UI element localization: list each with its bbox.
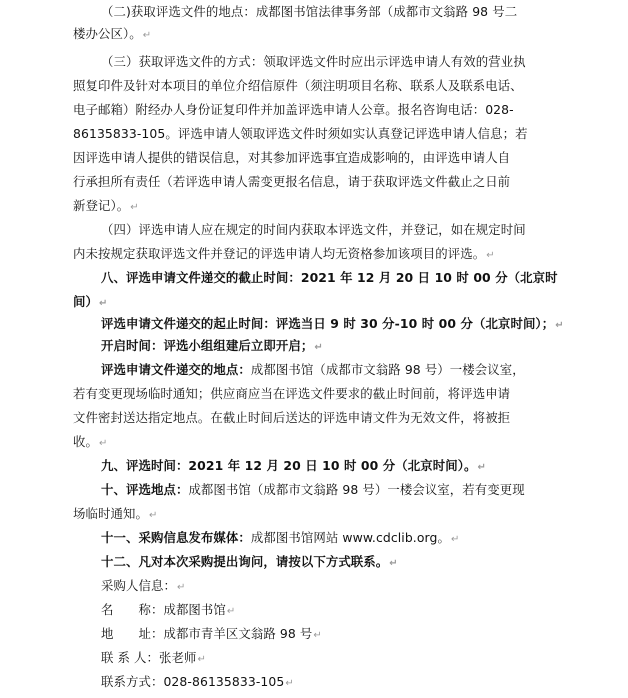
paragraph-mark-icon: ↵ xyxy=(98,438,108,449)
paragraph-mark-icon: ↵ xyxy=(176,582,186,593)
paragraph-mark-icon: ↵ xyxy=(197,654,207,665)
para-four-line-2: 内未按规定获取评选文件并登记的评选申请人均无资格参加该项目的评选。↵ xyxy=(73,246,495,261)
paragraph-mark-icon: ↵ xyxy=(285,678,294,689)
section-10-line-1: 十、评选地点：成都图书馆（成都市文翁路 98 号）一楼会议室，若有变更现 xyxy=(101,482,525,497)
section-8-line-1: 八、评选申请文件递交的截止时间：2021 年 12 月 20 日 10 时 00 分（北京时 xyxy=(101,270,558,285)
contact-person-row: 联 系 人：张老师↵ xyxy=(101,650,207,665)
paragraph-mark-icon: ↵ xyxy=(130,202,139,213)
opening-time-line: 开启时间：评选小组组建后立即开启；↵ xyxy=(101,338,323,353)
paragraph-mark-icon: ↵ xyxy=(450,534,460,545)
paragraph-mark-icon: ↵ xyxy=(555,320,564,331)
paragraph-mark-icon: ↵ xyxy=(313,630,322,641)
para-location-line-2: 楼办公区）。↵ xyxy=(73,26,152,41)
delivery-location-line-2: 若有变更现场临时通知；供应商应当在评选文件要求的截止时间前，将评选申请 xyxy=(73,386,511,401)
para-location-line-1: （二)获取评选文件的地点：成都图书馆法律事务部（成都市文翁路 98 号二 xyxy=(101,4,518,19)
purchaser-heading: 采购人信息：↵ xyxy=(101,578,186,593)
section-12: 十二、凡对本次采购提出询问，请按以下方式联系。↵ xyxy=(101,554,398,569)
paragraph-mark-icon: ↵ xyxy=(314,342,323,353)
paragraph-mark-icon: ↵ xyxy=(389,558,398,569)
contact-phone-row: 联系方式：028-86135833-105↵ xyxy=(101,674,294,689)
delivery-location-line-3: 文件密封送达指定地点。在截止时间后送达的评选申请文件为无效文件，将被拒 xyxy=(73,410,511,425)
para-method-line-6: 行承担所有责任（若评选申请人需变更报名信息，请于获取评选文件截止之日前 xyxy=(73,174,511,189)
para-method-line-2: 照复印件及针对本项目的单位介绍信原件（须注明项目名称、联系人及联系电话、 xyxy=(73,78,523,93)
contact-address-row: 地 址：成都市青羊区文翁路 98 号↵ xyxy=(101,626,322,641)
paragraph-mark-icon: ↵ xyxy=(477,462,486,473)
para-method-line-5: 因评选申请人提供的错误信息，对其参加评选事宜造成影响的，由评选申请人自 xyxy=(73,150,511,165)
section-11: 十一、采购信息发布媒体：成都图书馆网站 www.cdclib.org。↵ xyxy=(101,530,460,545)
contact-name-row: 名 称：成都图书馆↵ xyxy=(101,602,236,617)
start-time-line: 评选申请文件递交的起止时间：评选当日 9 时 30 分-10 时 00 分（北京时间）；↵ xyxy=(101,316,564,331)
delivery-location-line-1: 评选申请文件递交的地点：成都图书馆（成都市文翁路 98 号）一楼会议室， xyxy=(101,362,525,377)
para-four-line-1: （四）评选申请人应在规定的时间内获取本评选文件，并登记，如在规定时间 xyxy=(101,222,526,237)
para-method-line-1: （三）获取评选文件的方式：领取评选文件时应出示评选申请人有效的营业执 xyxy=(101,54,526,69)
para-method-line-4: 86135833-105。评选申请人领取评选文件时须如实认真登记评选申请人信息；若 xyxy=(73,126,528,141)
paragraph-mark-icon: ↵ xyxy=(486,250,495,261)
paragraph-mark-icon: ↵ xyxy=(142,30,152,41)
section-8-line-2: 间）↵ xyxy=(73,294,108,309)
section-10-line-2: 场临时通知。↵ xyxy=(73,506,158,521)
paragraph-mark-icon: ↵ xyxy=(226,606,236,617)
section-9: 九、评选时间：2021 年 12 月 20 日 10 时 00 分（北京时间）。↵ xyxy=(101,458,486,473)
paragraph-mark-icon: ↵ xyxy=(98,298,108,309)
para-method-line-7: 新登记）。↵ xyxy=(73,198,139,213)
paragraph-mark-icon: ↵ xyxy=(148,510,158,521)
para-method-line-3: 电子邮箱）附经办人身份证复印件并加盖评选申请人公章。报名咨询电话：028- xyxy=(73,102,514,117)
delivery-location-line-4: 收。↵ xyxy=(73,434,108,449)
